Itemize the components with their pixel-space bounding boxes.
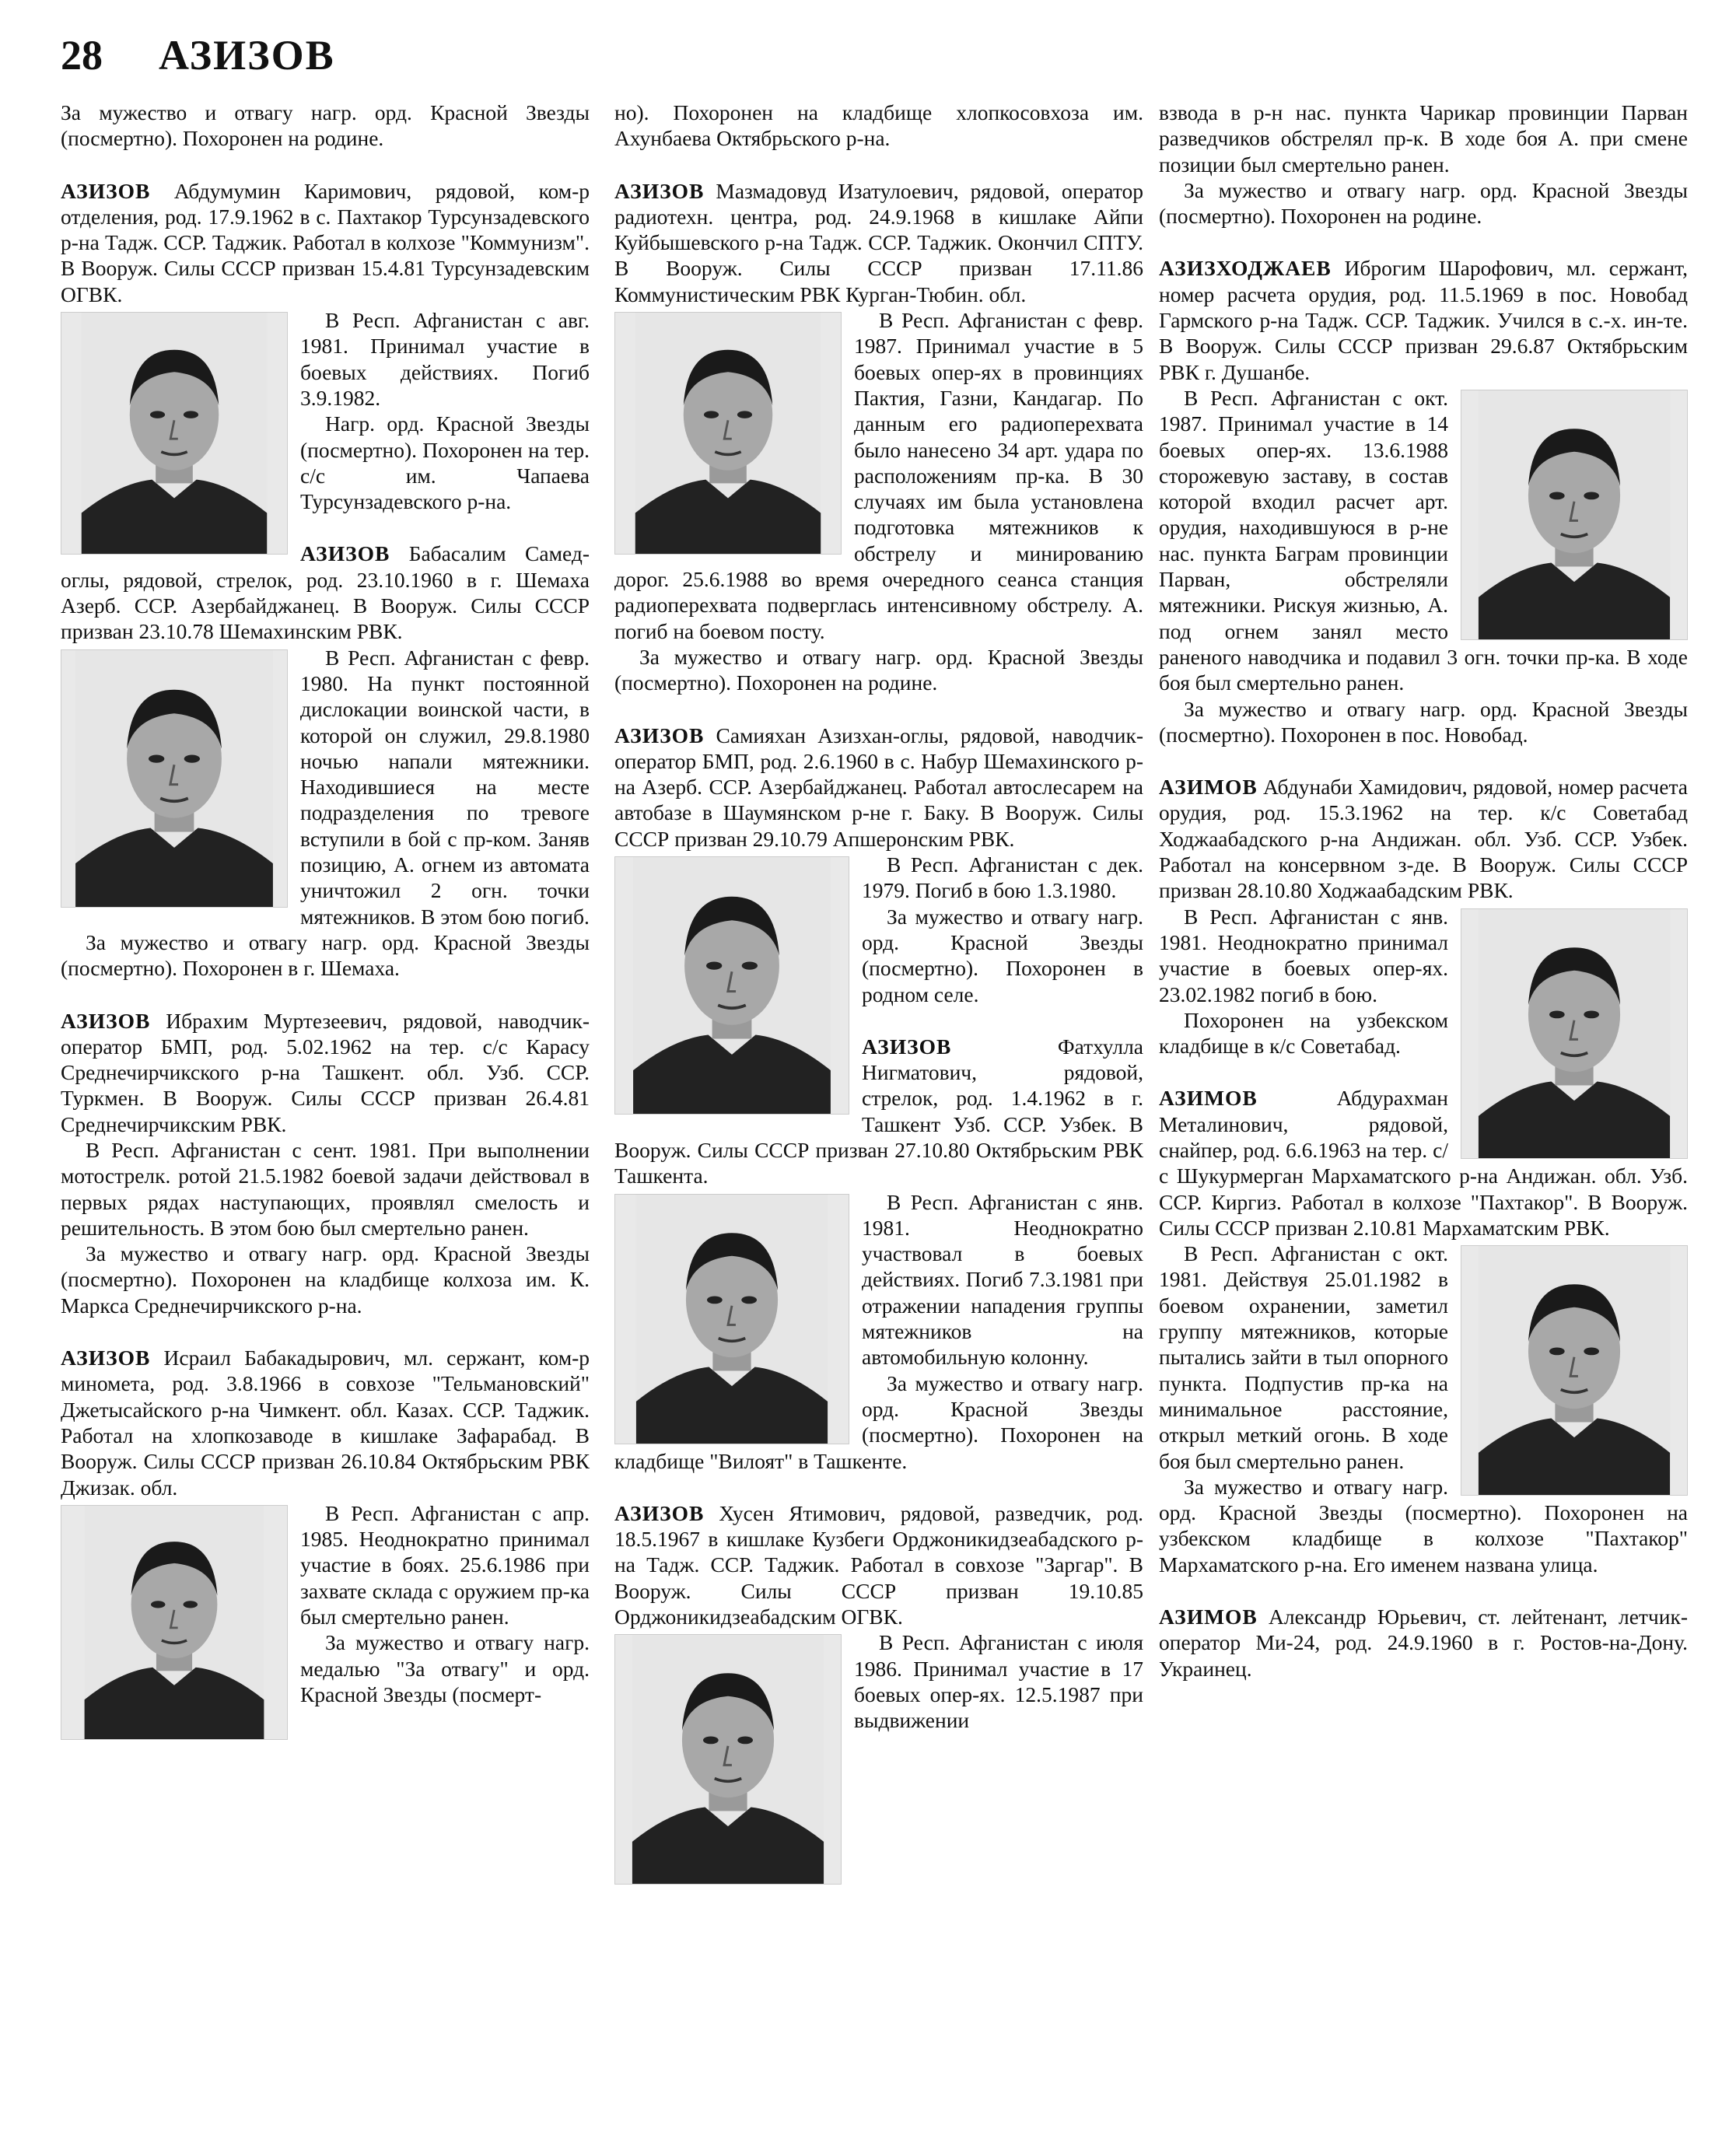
entry-surname: АЗИЗОВ xyxy=(61,1008,151,1033)
paragraph: За мужество и отвагу нагр. орд. Красной Звезды (посмертно). Похоронен на родине. xyxy=(61,100,590,151)
entry-text: Самияхан Азизхан-оглы, рядовой, наводчик-оператор БМП, род. 2.6.1960 в с. Набур Шемахинского р-на Азерб. ССР. Азербайджанец. Работал автослесарем на автобазе в Шаумянском р-не г. Баку. В Вооруж. Силы СССР призван 29.10.79 Апшеронским РВК. xyxy=(614,723,1144,851)
entry-surname: АЗИЗОВ xyxy=(614,1500,705,1525)
paragraph: но). Похоронен на кладбище хлопкосовхоза им. Ахунбаева Октябрьского р-на. xyxy=(614,100,1143,151)
entry-azizov-abdumumin xyxy=(61,178,590,515)
paragraph: За мужество и отвагу нагр. орд. Красной Звезды (посмертно). Похоронен в родном селе. xyxy=(862,904,1143,1006)
entry-lead xyxy=(1159,1604,1688,1682)
portrait-photo xyxy=(1461,390,1688,640)
entry-surname: АЗИЗОВ xyxy=(614,723,705,747)
entry-text: Мазмадовуд Изатулоевич, рядовой, оператор радиотехн. центра, род. 24.9.1968 в кишлаке Айпи Куйбышевского р-на Тадж. ССР. Таджик. Окончил СПТУ. В Вооруж. Силы СССР призван 17.11.86 Коммунистическим РВК Курган-Тюбин. обл. xyxy=(614,178,1143,306)
entry-lead xyxy=(61,1345,590,1500)
paragraph: В Респ. Афганистан с дек. 1979. Погиб в бою 1.3.1980. xyxy=(862,852,1143,903)
paragraph: Похоронен на узбекском кладбище в к/с Советабад. xyxy=(1159,1007,1448,1059)
page-header xyxy=(61,31,335,86)
paragraph: За мужество и отвагу нагр. орд. Красной Звезды (посмертно). Похоронен в пос. Новобад. xyxy=(1159,696,1688,747)
portrait-photo xyxy=(1461,908,1688,1159)
paragraph: В Респ. Афганистан с янв. 1981. Неоднократно участвовал в боевых действиях. Погиб 7.3.1981 при отражении нападения группы мятежников на автомобильную колонну. xyxy=(862,1189,1143,1370)
entry-surname: АЗИЗОВ xyxy=(862,1034,952,1059)
entry-text: Хусен Ятимович, рядовой, разведчик, род. 18.5.1967 в кишлаке Кузбеги Орджоникидзеабадского р-на Тадж. ССР. Таджик. Работал в совхозе "Заргар". В Вооруж. Силы СССР призван 19.10.85 Орджоникидзеабадским ОГВК. xyxy=(614,1500,1143,1629)
paragraph: За мужество и отвагу нагр. орд. Красной Звезды (посмертно). Похоронен на родине. xyxy=(614,644,1143,695)
entry-surname: АЗИЗОВ xyxy=(61,178,151,203)
entry-lead xyxy=(614,723,1143,852)
portrait-photo xyxy=(614,1194,849,1444)
paragraph: В Респ. Афганистан с июля 1986. Принимал участие в 17 боевых опер-ях. 12.5.1987 при выдвижении xyxy=(854,1630,1143,1733)
paragraph: За мужество и отвагу нагр. медалью "За отвагу" и орд. Красной Звезды (посмерт- xyxy=(300,1630,590,1706)
portrait-photo xyxy=(614,856,849,1115)
entry-text: Фатхулла Нигматович, рядовой, стрелок, род. 1.4.1962 в г. Ташкент Узб. ССР. Узбек. В Вооруж. Силы СССР призван 27.10.80 Октябрьским РВК Ташкента. xyxy=(614,1034,1143,1188)
paragraph: За мужество и отвагу нагр. орд. Красной Звезды (посмертно). Похоронен на родине. xyxy=(1159,177,1688,229)
entry-lead xyxy=(614,1500,1143,1629)
entry-text: Абдумумин Каримович, рядовой, ком-р отделения, род. 17.9.1962 в с. Пахтакор Турсунзадевского р-на Тадж. ССР. Таджик. Работал в колхозе "Коммунизм". В Вооруж. Силы СССР призван 15.4.81 Турсунзадевским ОГВК. xyxy=(61,178,590,306)
entry-lead xyxy=(1159,255,1688,384)
entry-azimov-abdurakhman xyxy=(1159,1085,1688,1577)
entry-lead xyxy=(61,541,590,644)
entry-text: Александр Юрьевич, ст. лейтенант, летчик-оператор Ми-24, род. 24.9.1960 в г. Ростов-на-Дону. Украинец. xyxy=(1159,1605,1689,1681)
column-1 xyxy=(61,100,590,1743)
entry-surname: АЗИЗХОДЖАЕВ xyxy=(1159,256,1332,281)
entry-text: Абдурахман Металинович, рядовой, снайпер, род. 6.6.1963 на тер. с/с Шукурмерган Мархаматского р-на Андижан. обл. Узб. ССР. Киргиз. Работал в колхозе "Пахтакор". В Вооруж. Силы СССР призван 2.10.81 Мархаматским РВК. xyxy=(1159,1086,1688,1240)
portrait-photo xyxy=(614,312,842,555)
entry-lead xyxy=(61,1008,590,1137)
entry-surname: АЗИЗОВ xyxy=(300,541,390,566)
paragraph: В Респ. Афганистан с окт. 1987. Принимал участие в 14 боевых опер-ях. 13.6.1988 сторожевую заставу, в состав которой входил расчет арт. орудия, находившуюся в р-не нас. пункта Баграм провинции Парван, обстреляли мятежники. Рискуя жизнью, А. под огнем занял место раненого наводчика и подавил 3 огн. точки пр-ка. В ходе боя был смертельно ранен. xyxy=(1159,385,1688,695)
entry-surname: АЗИМОВ xyxy=(1159,1086,1258,1111)
paragraph: За мужество и отвагу нагр. орд. Красной Звезды (посмертно). Похоронен на кладбище "Вилоят" в Ташкенте. xyxy=(614,1370,1143,1473)
entry-lead xyxy=(61,178,590,307)
carryover-text xyxy=(61,100,590,152)
portrait-photo xyxy=(614,1634,842,1885)
portrait-photo xyxy=(61,649,288,908)
portrait-photo xyxy=(61,312,288,555)
paragraph: В Респ. Афганистан с апр. 1985. Неоднократно принимал участие в боях. 25.6.1986 при захвате склада с оружием пр-ка был смертельно ранен. xyxy=(300,1500,590,1629)
entry-azizov-mazmadovud xyxy=(614,178,1143,696)
paragraph: Нагр. орд. Красной Звезды (посмертно). Похоронен на тер. с/с им. Чапаева Турсунзадевского р-на. xyxy=(300,411,590,514)
entry-text: Бабасалим Самед-оглы, рядовой, стрелок, род. 23.10.1960 в г. Шемаха Азерб. ССР. Азербайджанец. В Вооруж. Силы СССР призван 23.10.78 Шемахинским РВК. xyxy=(61,541,590,644)
paragraph: За мужество и отвагу нагр. орд. Красной Звезды (посмертно). Похоронен на кладбище колхоза им. К. Маркса Среднечирчикского р-на. xyxy=(61,1241,590,1318)
column-2 xyxy=(614,100,1143,1888)
entry-surname: АЗИМОВ xyxy=(1159,775,1258,800)
entry-text: Абдунаби Хамидович, рядовой, номер расчета орудия, род. 15.3.1962 на тер. к/с Советабад Ходжаабадского р-на Андижан. обл. Узб. ССР. Узбек. Работал на консервном з-де. В Вооруж. Силы СССР призван 28.10.80 Ходжаабадским РВК. xyxy=(1159,775,1689,903)
paragraph: В Респ. Афганистан с янв. 1981. Неоднократно принимал участие в боевых опер-ях. 23.02.1982 погиб в бою. xyxy=(1159,904,1448,1006)
entry-azizov-khusen xyxy=(614,1500,1143,1734)
page-number: 28 xyxy=(61,32,103,79)
paragraph: взвода в р-н нас. пункта Чарикар провинции Парван разведчиков обстрелял пр-к. В ходе боя А. при смене позиции был смертельно ранен. xyxy=(1159,100,1688,177)
entry-azizkhodzhaev-ibrogim xyxy=(1159,255,1688,747)
paragraph: В Респ. Афганистан с авг. 1981. Принимал участие в боевых действиях. Погиб 3.9.1982. xyxy=(300,308,590,410)
entry-azizov-ibrahim xyxy=(61,1008,590,1319)
entry-surname: АЗИЗОВ xyxy=(61,1346,151,1370)
entry-text: Ибрахим Муртезеевич, рядовой, наводчик-оператор БМП, род. 5.02.1962 на тер. с/с Карасу Среднечирчикского р-на Ташкент. обл. Узб. ССР. Туркмен. В Вооруж. Силы СССР призван 26.4.81 Среднечирчикским РВК. xyxy=(61,1008,590,1136)
entry-surname: АЗИЗОВ xyxy=(614,178,705,203)
running-head: АЗИЗОВ xyxy=(159,32,335,79)
entry-lead xyxy=(614,178,1143,307)
entry-azizov-babasalim xyxy=(61,541,590,981)
column-3 xyxy=(1159,100,1688,1708)
paragraph: В Респ. Афганистан с окт. 1981. Действуя 25.01.1982 в боевом охранении, заметил группу мятежников, которые пытались зайти в тыл опорного пункта. Подпустив пр-ка на минимальное расстояние, открыл меткий огонь. В ходе боя был смертельно ранен. xyxy=(1159,1241,1448,1473)
entry-azimov-aleksandr xyxy=(1159,1604,1688,1682)
entry-surname: АЗИМОВ xyxy=(1159,1605,1258,1629)
carryover-text xyxy=(1159,100,1688,229)
paragraph: За мужество и отвагу нагр. орд. Красной Звезды (посмертно). Похоронен в г. Шемаха. xyxy=(61,929,590,981)
portrait-photo xyxy=(61,1505,288,1740)
entry-lead xyxy=(1159,774,1688,903)
entry-azimov-abdunabi xyxy=(1159,774,1688,1059)
portrait-photo xyxy=(1461,1245,1688,1496)
entry-azizov-samiyakhan xyxy=(614,723,1143,1007)
paragraph: В Респ. Афганистан с февр. 1980. На пункт постоянной дислокации воинской части, в которой он служил, 29.8.1980 ночью напали мятежники. Находившиеся на месте подразделения по тревоге вступили в бой с пр-ком. Заняв позицию, А. огнем из автомата уничтожил 2 огн. точки мятежников. В этом бою погиб. xyxy=(300,645,590,929)
paragraph: В Респ. Афганистан с февр. 1987. Принимал участие в 5 боевых опер-ях в провинциях Пактия, Газни, Кандагар. По данным его радиоперехвата было нанесено 34 арт. удара по расположениям пр-ка. В 30 случаях им была установлена подготовка мятежников к обстрелу и минированию дорог. 25.6.1988 во время очередного сеанса станция радиоперехвата подверглась интенсивному обстрелу. А. погиб на боевом посту. xyxy=(614,308,1143,643)
entry-text: Иброгим Шарофович, мл. сержант, номер расчета орудия, род. 11.5.1969 в пос. Новобад Гармского р-на Тадж. ССР. Таджик. Учился в с.-х. ин-те. В Вооруж. Силы СССР призван 29.6.87 Октябрьским РВК г. Душанбе. xyxy=(1159,256,1689,384)
paragraph: За мужество и отвагу нагр. орд. Красной Звезды (посмертно). Похоронен на узбекском кладбище в колхозе "Пахтакор" Мархаматского р-на. Его именем названа улица. xyxy=(1159,1474,1688,1577)
entry-text: Исраил Бабакадырович, мл. сержант, ком-р миномета, род. 3.8.1966 в совхозе "Тельмановский" Джетысайского р-на Чимкент. обл. Казах. ССР. Таджик. Работал на хлопкозаводе в кишлаке Зафарабад. В Вооруж. Силы СССР призван 26.10.84 Октябрьским РВК Джизак. обл. xyxy=(61,1346,590,1500)
paragraph: В Респ. Афганистан с сент. 1981. При выполнении мотострелк. ротой 21.5.1982 боевой задачи действовал в первых рядах наступающих, проявлял смелость и решительность. В этом бою был смертельно ранен. xyxy=(61,1137,590,1240)
carryover-text xyxy=(614,100,1143,152)
entry-azizov-israil xyxy=(61,1345,590,1707)
